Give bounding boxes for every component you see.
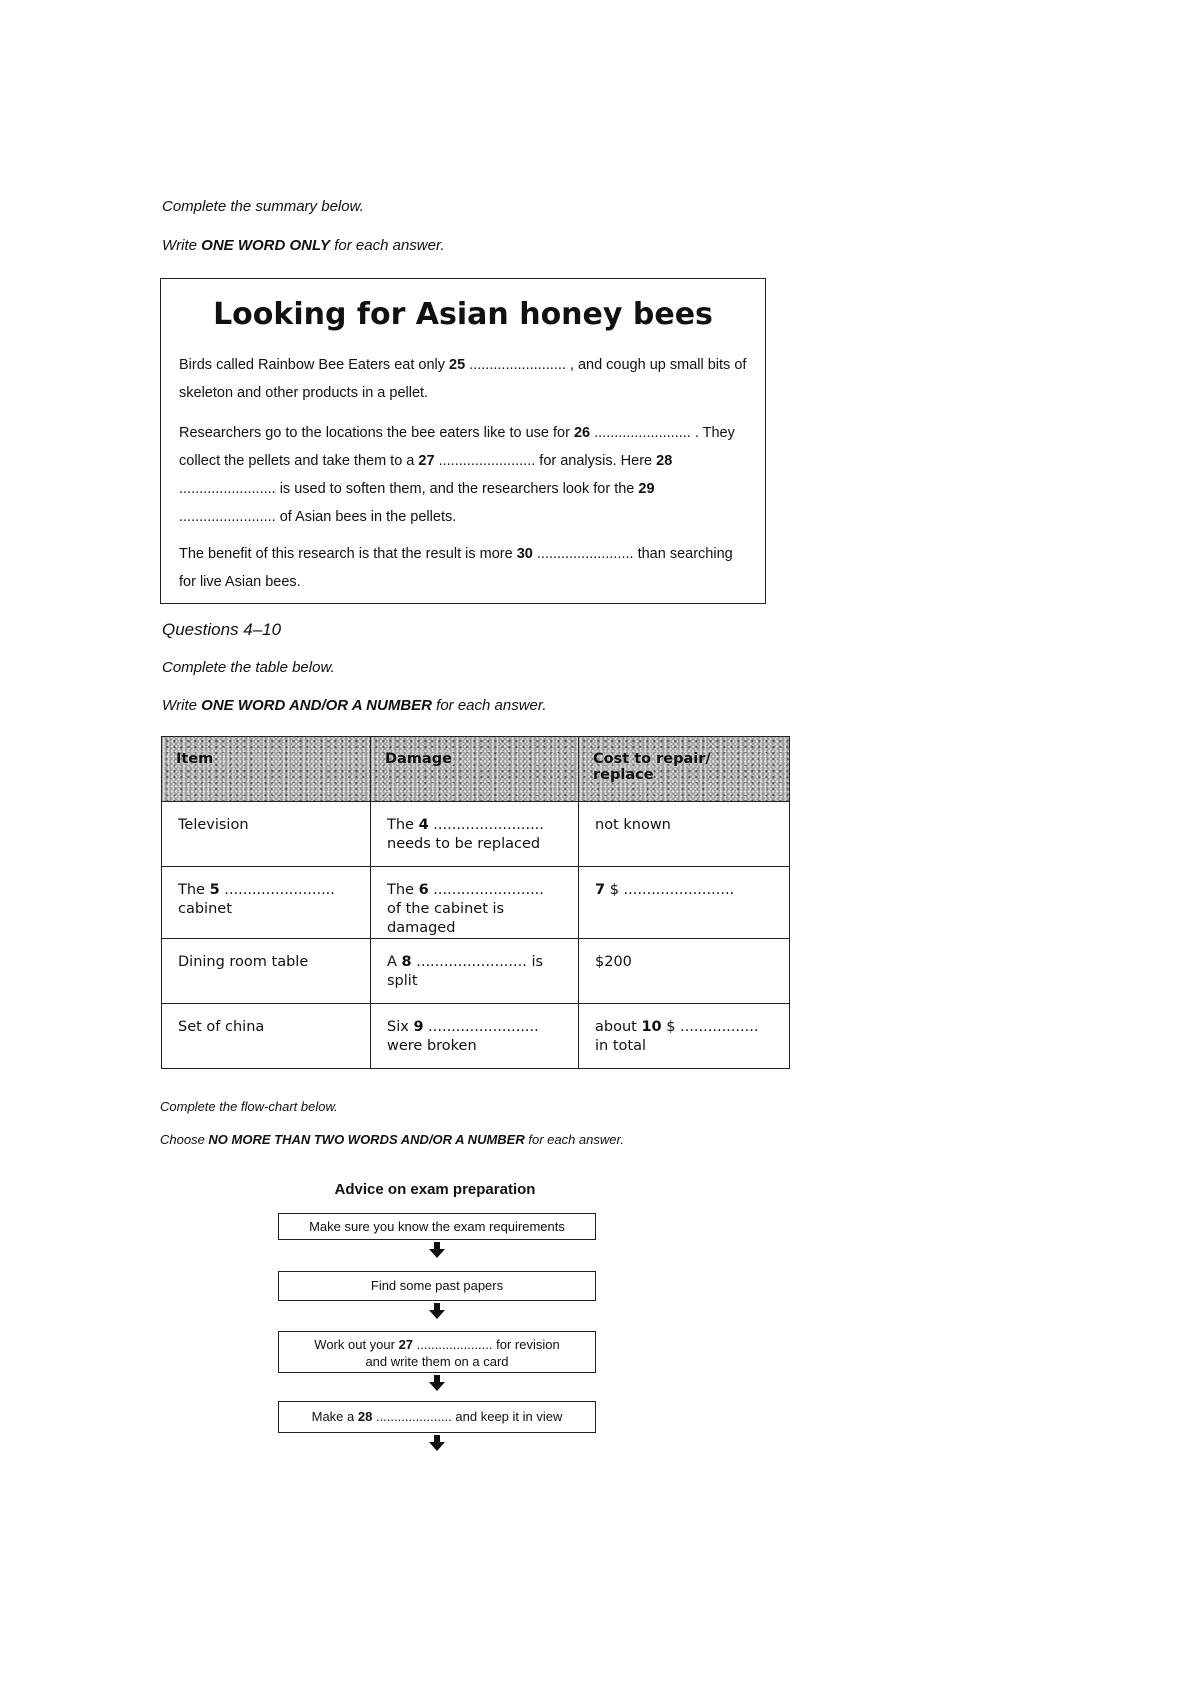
flowchart-instruction: Complete the flow-chart below. (160, 1099, 338, 1114)
questions-heading: Questions 4–10 (162, 620, 282, 639)
cell-cost: not known (579, 802, 790, 867)
table-row (162, 939, 790, 1004)
table-word-limit: Write ONE WORD AND/OR A NUMBER for each answer. (162, 697, 547, 714)
down-arrow-icon (428, 1374, 446, 1392)
summary-paragraph-1: Birds called Rainbow Bee Eaters eat only 25 ........................ , and cough up small bits of skeleton and other products in a pellet. (179, 357, 747, 401)
table-row (162, 867, 790, 939)
summary-word-limit: Write ONE WORD ONLY for each answer. (162, 237, 445, 254)
repair-cost-table (161, 736, 790, 1069)
cell-damage: A 8 ........................ is split (371, 939, 579, 1004)
summary-box (160, 278, 766, 604)
flowchart-step-3-line-1: Work out your 27 ..................... for revision (314, 1337, 560, 1352)
cell-cost: $200 (579, 939, 790, 1004)
summary-paragraph-3: The benefit of this research is that the result is more 30 ........................ than searching for live Asian bees. (179, 546, 733, 590)
table-header-row (162, 737, 790, 802)
summary-paragraph-2: Researchers go to the locations the bee eaters like to use for 26 ........................ . They collect the pellets and take them to a 27 ........................ for analysis. Here 28 ........................ is used to soften them, and the researchers look for the 29 ........................ of Asian bees in the pellets. (179, 425, 735, 525)
cell-item: Dining room table (162, 939, 371, 1004)
cell-damage: The 4 ........................ needs to be replaced (371, 802, 579, 867)
header-item: Item (162, 737, 371, 802)
summary-title: Looking for Asian honey bees (213, 297, 713, 332)
flowchart-step-2: Find some past papers (278, 1271, 596, 1301)
down-arrow-icon (428, 1434, 446, 1452)
flowchart-step-3 (278, 1331, 596, 1373)
table-row (162, 1004, 790, 1069)
flowchart-step-4: Make a 28 ..................... and keep it in view (278, 1401, 596, 1433)
header-cost: Cost to repair/ replace (579, 737, 790, 802)
cell-item: Television (162, 802, 371, 867)
flowchart-word-limit: Choose NO MORE THAN TWO WORDS AND/OR A NUMBER for each answer. (160, 1132, 624, 1147)
flowchart-step-1: Make sure you know the exam requirements (278, 1213, 596, 1240)
summary-instruction: Complete the summary below. (162, 198, 364, 215)
flowchart-step-3-line-2: and write them on a card (365, 1354, 509, 1369)
cell-cost: about 10 $ ................. in total (579, 1004, 790, 1069)
cell-item: Set of china (162, 1004, 371, 1069)
cell-damage: Six 9 ........................ were broken (371, 1004, 579, 1069)
down-arrow-icon (428, 1241, 446, 1259)
cell-damage: The 6 ........................ of the cabinet is damaged (371, 867, 579, 939)
down-arrow-icon (428, 1302, 446, 1320)
table-row (162, 802, 790, 867)
header-damage: Damage (371, 737, 579, 802)
flowchart-title: Advice on exam preparation (334, 1181, 536, 1198)
cell-cost: 7 $ ........................ (579, 867, 790, 939)
cell-item: The 5 ........................ cabinet (162, 867, 371, 939)
table-instruction: Complete the table below. (162, 659, 335, 676)
